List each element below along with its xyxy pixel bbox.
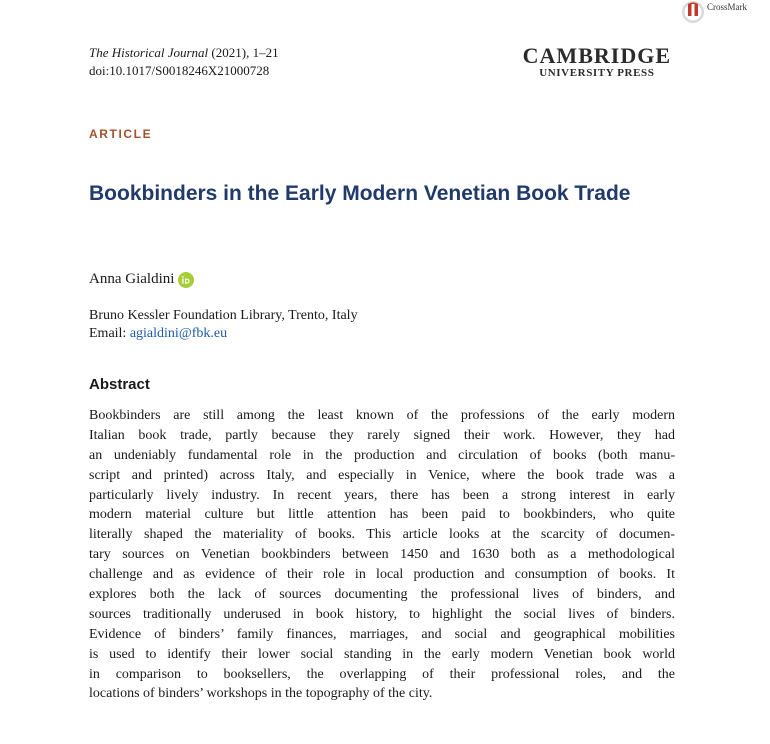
- abstract-heading: Abstract: [89, 376, 150, 393]
- journal-citation: [89, 44, 279, 62]
- publisher-name: CAMBRIDGE: [522, 43, 671, 68]
- article-title: Bookbinders in the Early Modern Venetian Book Trade: [89, 182, 631, 205]
- abstract-line: locations of binders’ workshops in the topography of the city.: [89, 686, 433, 702]
- abstract-line: modern material culture but little attention has been paid to bookbinders, who quite: [89, 507, 675, 523]
- journal-year-pages: (2021), 1–21: [208, 45, 279, 60]
- email-link[interactable]: agialdini@fbk.eu: [129, 326, 228, 341]
- journal-name: The Historical Journal: [89, 45, 209, 60]
- abstract-line: particularly lively industry. In recent years, there has been a strong interest in early: [89, 487, 675, 503]
- publisher-logo: [522, 43, 671, 80]
- orcid-icon[interactable]: [178, 272, 194, 288]
- journal-doi: doi:10.1017/S0018246X21000728: [89, 63, 270, 78]
- crossmark-icon: [681, 0, 705, 24]
- abstract-line: sources traditionally underused in book history, to highlight the social lives of binders.: [89, 606, 675, 622]
- abstract-line: explores both the lack of sources documenting the professional lives of binders, and: [89, 587, 675, 603]
- affiliation: [89, 307, 358, 343]
- abstract-line: Bookbinders are still among the least known of the professions of the early modern: [89, 408, 675, 423]
- journal-info: [89, 44, 279, 80]
- abstract-body: [89, 406, 675, 704]
- publisher-subname: UNIVERSITY PRESS: [539, 67, 655, 79]
- author-name: Anna Gialdini: [89, 271, 175, 287]
- abstract-line: an undeniably fundamental role in the production and circulation of books (both manu-: [89, 447, 675, 463]
- abstract-line: literally shaped the materiality of books. This article looks at the scarcity of documen-: [89, 527, 675, 543]
- crossmark-label: CrossMark: [707, 2, 747, 12]
- abstract-line: Evidence of binders’ family finances, marriages, and social and geographical mobilities: [89, 626, 675, 642]
- author: [89, 271, 194, 288]
- affiliation-institution: Bruno Kessler Foundation Library, Trento, Italy: [89, 308, 358, 323]
- affiliation-email-row: [89, 325, 358, 343]
- abstract-line: Italian book trade, partly because they rarely signed their work. However, they had: [89, 427, 675, 443]
- abstract-line: challenge and as evidence of their role in local production and consumption of books. It: [89, 567, 675, 583]
- article-type-label: ARTICLE: [89, 127, 153, 141]
- email-label: Email:: [89, 326, 130, 341]
- abstract-line: in comparison to booksellers, the overlapping of their professional roles, and the: [89, 666, 675, 682]
- abstract-line: is used to identify their lower social standing in the early modern Venetian book world: [89, 646, 675, 662]
- abstract-line: script and printed) across Italy, and especially in Venice, where the book trade was a: [89, 467, 675, 483]
- abstract-line: tary sources on Venetian bookbinders between 1450 and 1630 both as a methodological: [89, 547, 675, 563]
- crossmark-badge[interactable]: [681, 0, 747, 24]
